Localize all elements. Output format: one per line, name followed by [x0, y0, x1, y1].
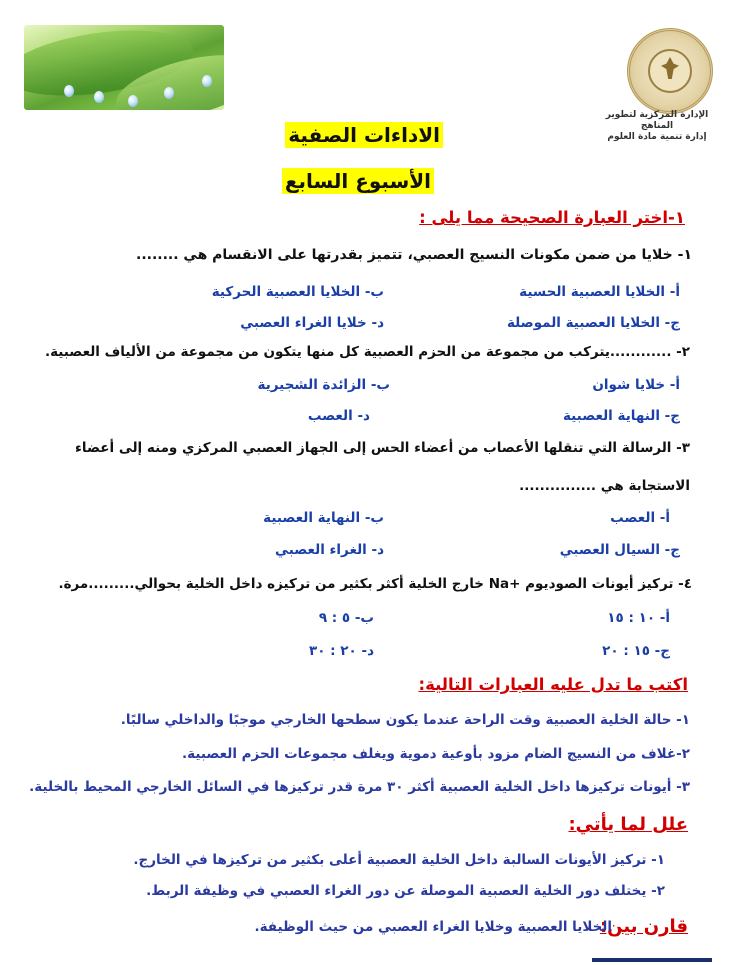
q1-option-d: د- خلايا الغراء العصبي [240, 315, 384, 331]
header-leaf-image [24, 25, 224, 110]
q1-text: ١- خلايا من ضمن مكونات النسيج العصبي، تتميز بقدرتها على الانقسام هي ........ [136, 247, 692, 263]
q2-option-a: أ- خلايا شوان [592, 377, 680, 393]
q3-text-line1: ٣- الرسالة التي تنقلها الأعصاب من أعضاء الحس إلى الجهاز العصبي المركزي ومنه إلى أعضاء [75, 440, 690, 456]
q2-option-c: ج- النهاية العصبية [562, 408, 680, 424]
q2-option-b: ب- الزائدة الشجيرية [257, 377, 390, 393]
s2-item-2: ٢-غلاف من النسيج الضام مزود بأوعية دموية ويغلف مجموعات الحزم العصبية. [182, 746, 690, 762]
q3-option-a: أ- العصب [610, 510, 670, 526]
s2-item-1: ١- حالة الخلية العصبية وقت الراحة عندما يكون سطحها الخارجي موجبًا والداخلي سالبًا. [120, 712, 690, 728]
section4-heading: قارن بين: [599, 916, 688, 937]
section2-heading: اكتب ما تدل عليه العبارات التالية: [418, 675, 688, 694]
q3-text-line2: الاستجابة هي ............... [519, 478, 690, 494]
page-title: الاداءات الصفية [285, 122, 443, 148]
footer-bar [592, 958, 712, 962]
q3-option-b: ب- النهاية العصبية [263, 510, 384, 526]
q4-option-b: ب- ٥ : ٩ [318, 610, 374, 626]
q4-text: ٤- تركيز أيونات الصوديوم +Na خارج الخلية أكثر بكثير من تركيزه داخل الخلية بحوالي.........مرة. [58, 576, 692, 592]
q3-option-d: د- الغراء العصبي [275, 542, 384, 558]
ministry-seal-logo [627, 28, 713, 114]
q1-option-a: أ- الخلايا العصبية الحسية [519, 284, 680, 300]
s3-item-1: ١- تركيز الأيونات السالبة داخل الخلية العصبية أعلى بكثير من تركيزها في الخارج. [133, 852, 665, 868]
q4-option-d: د- ٢٠ : ٣٠ [308, 643, 374, 659]
s2-item-3: ٣- أيونات تركيزها داخل الخلية العصبية أكثر ٣٠ مرة قدر تركيزها في السائل الخارجي المحيط بالخلية. [29, 779, 690, 795]
section3-heading: علل لما يأتي: [568, 814, 688, 835]
s4-text: الخلايا العصبية وخلايا الغراء العصبي من حيث الوظيفة. [254, 919, 612, 935]
section1-heading: ١-اختر العبارة الصحيحة مما يلى : [419, 208, 685, 227]
week-title: الأسبوع السابع [282, 168, 434, 194]
q2-text: ٢- ............يتركب من مجموعة من الحزم العصبية كل منها يتكون من مجموعة من الألياف العصبية. [44, 344, 690, 360]
q1-option-c: ج- الخلايا العصبية الموصلة [506, 315, 680, 331]
q4-option-a: أ- ١٠ : ١٥ [607, 610, 670, 626]
q2-option-d: د- العصب [307, 408, 370, 424]
s3-item-2: ٢- يختلف دور الخلية العصبية الموصلة عن دور الغراء العصبي في وظيفة الربط. [146, 883, 665, 899]
q3-option-c: ج- السيال العصبي [559, 542, 680, 558]
q4-option-c: ج- ١٥ : ٢٠ [602, 643, 670, 659]
seal-caption: الإدارة المركزية لتطوير المناهج إدارة تنمية مادة العلوم [605, 110, 709, 142]
q1-option-b: ب- الخلايا العصبية الحركية [211, 284, 384, 300]
